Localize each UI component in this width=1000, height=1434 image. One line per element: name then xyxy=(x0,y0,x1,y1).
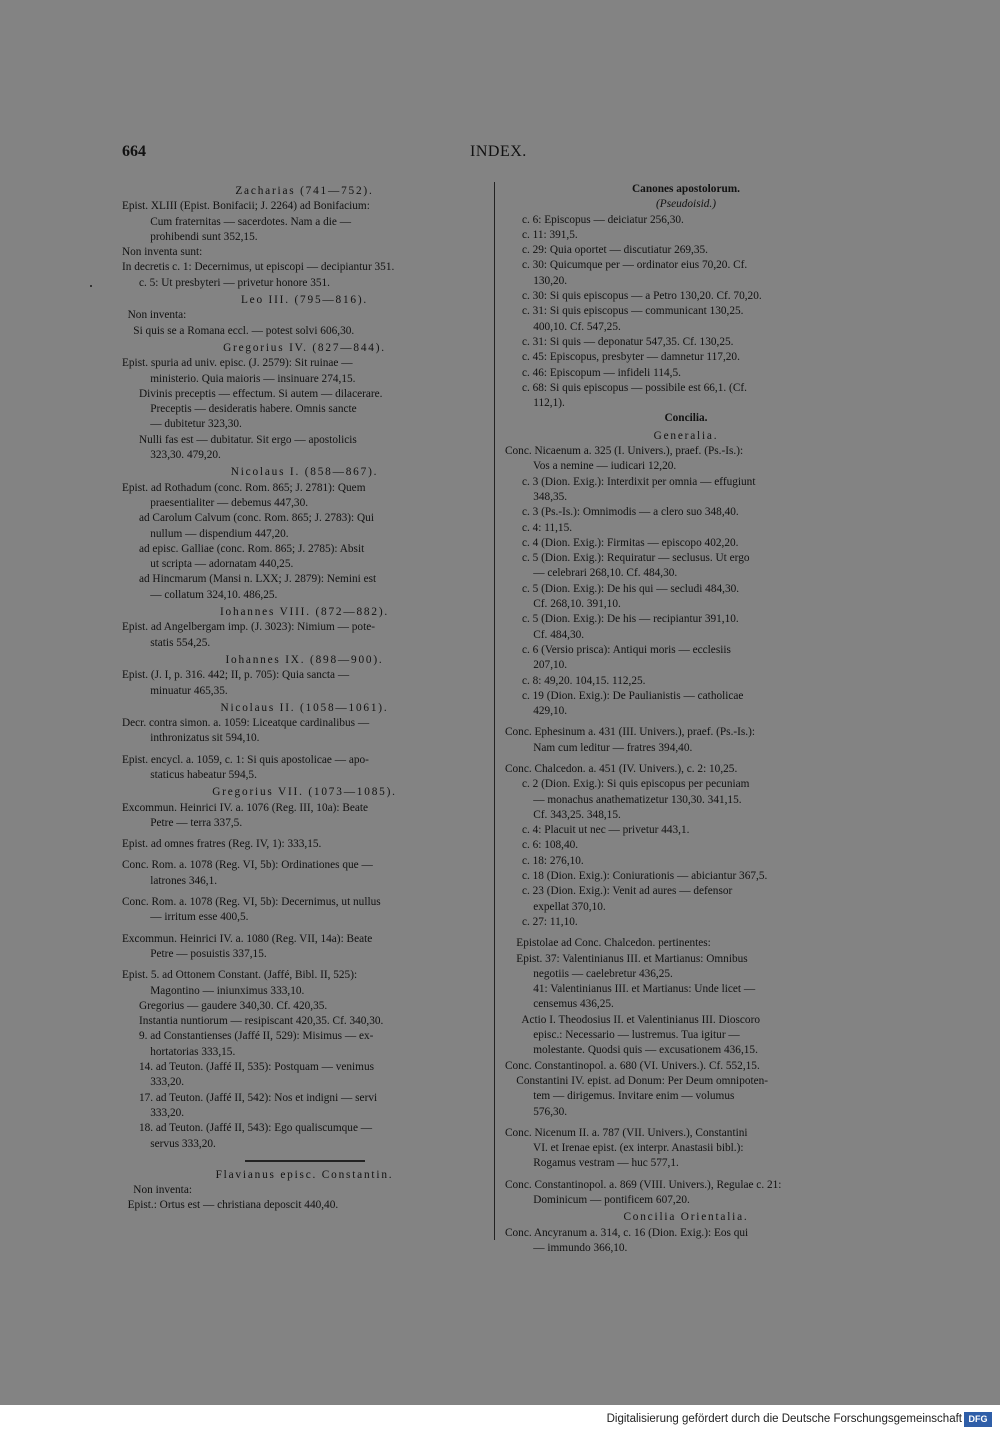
index-line: 130,20. xyxy=(505,274,568,287)
index-line: 17. ad Teuton. (Jaffé II, 542): Nos et indigni — servi xyxy=(122,1091,378,1104)
index-line: Epist. encycl. a. 1059, c. 1: Si quis apostolicae — apo- xyxy=(122,753,369,766)
index-line: ministerio. Quia maioris — insinuare 274,15. xyxy=(122,372,356,385)
index-line: c. 6: Episcopus — deiciatur 256,30. xyxy=(505,213,684,226)
index-line: c. 19 (Dion. Exig.): De Paulianistis — catholicae xyxy=(505,689,744,702)
index-line: Excommun. Heinrici IV. a. 1080 (Reg. VII, 14a): Beate xyxy=(122,932,373,945)
index-line: staticus habeatur 594,5. xyxy=(122,768,257,781)
page-number: 664 xyxy=(122,143,146,160)
index-line: molestante. Quodsi quis — excusationem 436,15. xyxy=(505,1044,758,1057)
index-line: Non inventa: xyxy=(122,1184,192,1197)
index-line: 9. ad Constantienses (Jaffé II, 529): Misimus — ex- xyxy=(122,1030,374,1043)
index-line: c. 5 (Dion. Exig.): Requiratur — seclusus. Ut ergo xyxy=(505,552,750,565)
index-line: c. 4: 11,15. xyxy=(505,521,573,534)
index-line: Nulli fas est — dubitatur. Sit ergo — apostolicis xyxy=(122,433,357,446)
section-heading: Canones apostolorum. xyxy=(632,183,740,195)
index-line: — dubitetur 323,30. xyxy=(122,418,242,431)
index-line: hortatorias 333,15. xyxy=(122,1045,236,1058)
index-line: ad Hincmarum (Mansi n. LXX; J. 2879): Nemini est xyxy=(122,573,377,586)
section-heading: Iohannes IX. (898—900). xyxy=(225,653,384,666)
section-heading: Flavianus episc. Constantin. xyxy=(215,1168,394,1181)
section-heading: (Pseudoisid.) xyxy=(656,198,716,211)
right-column xyxy=(505,182,867,1256)
index-line: Instantia nuntiorum — resipiscant 420,35. Cf. 340,30. xyxy=(122,1015,384,1028)
index-line: statis 554,25. xyxy=(122,636,211,649)
index-line: c. 4 (Dion. Exig.): Firmitas — episcopo 402,20. xyxy=(505,536,739,549)
section-heading: Generalia. xyxy=(653,429,719,442)
index-line: Nam cum leditur — fratres 394,40. xyxy=(505,741,693,754)
index-line: c. 46: Episcopum — infideli 114,5. xyxy=(505,366,681,379)
index-line: Preceptis — desideratis habere. Omnis sancte xyxy=(122,403,357,416)
index-line: 112,1). xyxy=(505,397,565,410)
index-line: Conc. Ancyranum a. 314, c. 16 (Dion. Exig.): Eos qui xyxy=(505,1226,749,1239)
index-line: Excommun. Heinrici IV. a. 1076 (Reg. III, 10a): Beate xyxy=(122,801,369,814)
index-line: 18. ad Teuton. (Jaffé II, 543): Ego qualiscumque — xyxy=(122,1122,373,1135)
index-line: servus 333,20. xyxy=(122,1137,216,1150)
index-line: censemus 436,25. xyxy=(505,998,614,1011)
index-line: Si quis se a Romana eccl. — potest solvi 606,30. xyxy=(122,324,355,337)
index-line: Cf. 268,10. 391,10. xyxy=(505,598,621,611)
index-line: 400,10. Cf. 547,25. xyxy=(505,320,621,333)
index-line: c. 45: Episcopus, presbyter — damnetur 117,20. xyxy=(505,351,740,364)
index-line: Epist. XLIII (Epist. Bonifacii; J. 2264) ad Bonifacium: xyxy=(122,200,370,213)
index-line: c. 5 (Dion. Exig.): De his — recipiantur 391,10. xyxy=(505,613,739,626)
index-line: c. 30: Si quis episcopus — a Petro 130,20. Cf. 70,20. xyxy=(505,290,762,303)
running-title: INDEX. xyxy=(470,143,527,160)
index-line: Gregorius — gaudere 340,30. Cf. 420,35. xyxy=(122,999,328,1012)
index-line: c. 8: 49,20. 104,15. 112,25. xyxy=(505,674,646,687)
index-line: Conc. Ephesinum a. 431 (III. Univers.), praef. (Ps.-Is.): xyxy=(505,726,756,739)
index-line: c. 68: Si quis episcopus — possibile est 66,1. (Cf. xyxy=(505,381,747,394)
column-divider xyxy=(494,182,495,1240)
index-line: Epist. ad Rothadum (conc. Rom. 865; J. 2781): Quem xyxy=(122,481,366,494)
index-line: Vos a nemine — iudicari 12,20. xyxy=(505,460,677,473)
index-line: Rogamus vestram — huc 577,1. xyxy=(505,1157,679,1170)
index-line: Non inventa sunt: xyxy=(122,246,203,259)
index-line: ad episc. Galliae (conc. Rom. 865; J. 2785): Absit xyxy=(122,542,365,555)
section-heading: Nicolaus II. (1058—1061). xyxy=(220,701,389,714)
index-line: — celebrari 268,10. Cf. 484,30. xyxy=(505,567,678,580)
index-line: c. 18: 276,10. xyxy=(505,854,584,867)
dfg-logo: DFG xyxy=(964,1412,992,1427)
index-line: expellat 370,10. xyxy=(505,900,606,913)
section-heading: Concilia Orientalia. xyxy=(623,1211,749,1224)
index-line: — irritum esse 400,5. xyxy=(122,911,249,924)
index-line: Cf. 343,25. 348,15. xyxy=(505,808,621,821)
index-line: Divinis preceptis — effectum. Si autem — dilacerare. xyxy=(122,387,383,400)
index-line: Petre — terra 337,5. xyxy=(122,816,243,829)
index-line: c. 29: Quia oportet — discutiatur 269,35. xyxy=(505,244,708,257)
index-line: 207,10. xyxy=(505,659,568,672)
section-heading: Leo III. (795—816). xyxy=(240,294,369,307)
index-line: ut scripta — adornatam 440,25. xyxy=(122,558,294,571)
index-line: Conc. Constantinopol. a. 680 (VI. Univers.). Cf. 552,15. xyxy=(505,1059,760,1072)
index-line: c. 30: Quicumque per — ordinator eius 70,20. Cf. xyxy=(505,259,748,272)
index-line: Dominicum — pontificem 607,20. xyxy=(505,1194,690,1206)
index-line: Petre — posuistis 337,15. xyxy=(122,947,267,960)
section-heading: Gregorius IV. (827—844). xyxy=(223,341,386,354)
index-line: 333,20. xyxy=(122,1076,185,1089)
section-heading: Iohannes VIII. (872—882). xyxy=(219,606,390,619)
index-line: praesentialiter — debemus 447,30. xyxy=(122,496,309,509)
index-line: prohibendi sunt 352,15. xyxy=(122,230,258,243)
section-heading: Nicolaus I. (858—867). xyxy=(230,466,379,479)
index-line: c. 31: Si quis — deponatur 547,35. Cf. 130,25. xyxy=(505,335,734,348)
index-line: — monachus anathematizetur 130,30. 341,15. xyxy=(505,793,742,806)
index-line: Epist. (J. I, p. 316. 442; II, p. 705): Quia sancta — xyxy=(122,669,350,682)
index-line: Decr. contra simon. a. 1059: Liceatque cardinalibus — xyxy=(122,717,370,730)
index-line: Epist. ad omnes fratres (Reg. IV, 1): 333,15. xyxy=(122,838,322,851)
section-heading: Concilia. xyxy=(664,412,708,425)
index-line: c. 2 (Dion. Exig.): Si quis episcopus per pecuniam xyxy=(505,778,750,791)
index-line: Non inventa: xyxy=(122,309,187,322)
index-line: Epist. spuria ad univ. episc. (J. 2579): Sit ruinae — xyxy=(122,357,353,370)
index-line: Actio I. Theodosius II. et Valentinianus III. Dioscoro xyxy=(505,1013,760,1026)
index-line: inthronizatus sit 594,10. xyxy=(122,732,260,745)
index-line: negotiis — caelebretur 436,25. xyxy=(505,967,673,980)
index-line: c. 23 (Dion. Exig.): Venit ad aures — defensor xyxy=(505,885,733,898)
index-line: minuatur 465,35. xyxy=(122,684,228,697)
section-heading: Zacharias (741—752). xyxy=(235,185,374,197)
footer-bar xyxy=(0,1405,1000,1434)
index-line: Epist. 5. ad Ottonem Constant. (Jaffé, Bibl. II, 525): xyxy=(122,969,358,982)
index-line: Conc. Rom. a. 1078 (Reg. VI, 5b): Ordinationes que — xyxy=(122,859,373,872)
index-line: nullum — dispendium 447,20. xyxy=(122,527,289,540)
index-line: 41: Valentinianus III. et Martianus: Unde licet — xyxy=(505,983,756,996)
index-line: tem — dirigemus. Invitare enim — volumus xyxy=(505,1090,735,1103)
index-line: latrones 346,1. xyxy=(122,874,218,887)
index-line: Constantini IV. epist. ad Donum: Per Deum omnipoten- xyxy=(505,1074,769,1087)
index-line: Epistolae ad Conc. Chalcedon. pertinentes: xyxy=(505,937,711,950)
index-line: Epist. 37: Valentinianus III. et Martianus: Omnibus xyxy=(505,952,748,965)
section-heading: Gregorius VII. (1073—1085). xyxy=(212,786,397,799)
index-line: Cum fraternitas — sacerdotes. Nam a die — xyxy=(122,215,352,228)
index-line: c. 6 (Versio prisca): Antiqui moris — ecclesiis xyxy=(505,643,731,656)
index-line: 323,30. 479,20. xyxy=(122,449,221,462)
index-line: c. 5: Ut presbyteri — privetur honore 351. xyxy=(122,276,331,289)
index-line: Magontino — iniunximus 333,10. xyxy=(122,984,305,997)
index-line: — collatum 324,10. 486,25. xyxy=(122,588,278,601)
index-line: 429,10. xyxy=(505,705,568,718)
index-line: 14. ad Teuton. (Jaffé II, 535): Postquam — venimus xyxy=(122,1061,374,1074)
index-line: Epist. ad Angelbergam imp. (J. 3023): Nimium — pote- xyxy=(122,621,375,634)
index-line: Conc. Nicaenum a. 325 (I. Univers.), praef. (Ps.-Is.): xyxy=(505,445,744,458)
index-line: c. 5 (Dion. Exig.): De his qui — secludi 484,30. xyxy=(505,582,740,595)
index-line: c. 27: 11,10. xyxy=(505,915,578,928)
index-line: Conc. Constantinopol. a. 869 (VIII. Univers.), Regulae c. 21: xyxy=(505,1178,782,1191)
index-line: c. 3 (Ps.-Is.): Omnimodis — a clero suo 348,40. xyxy=(505,506,739,519)
index-line: 333,20. xyxy=(122,1106,185,1119)
index-line: Conc. Chalcedon. a. 451 (IV. Univers.), c. 2: 10,25. xyxy=(505,762,738,775)
index-line: c. 31: Si quis episcopus — communicant 130,25. xyxy=(505,305,744,318)
index-line: ad Carolum Calvum (conc. Rom. 865; J. 2783): Qui xyxy=(122,512,374,525)
index-line: Epist.: Ortus est — christiana deposcit 440,40. xyxy=(122,1199,339,1212)
index-line: c. 6: 108,40. xyxy=(505,839,579,852)
index-line: episc.: Necessario — lustremus. Tua igitur — xyxy=(505,1029,740,1042)
index-line: 576,30. xyxy=(505,1105,568,1118)
footer-credit: Digitalisierung gefördert durch die Deutsche Forschungsgemeinschaft xyxy=(606,1413,962,1425)
section-rule xyxy=(245,1160,365,1162)
index-line: c. 3 (Dion. Exig.): Interdixit per omnia — effugiunt xyxy=(505,475,756,488)
index-line: Cf. 484,30. xyxy=(505,628,585,641)
index-line: — immundo 366,10. xyxy=(505,1241,628,1254)
index-line: In decretis c. 1: Decernimus, ut episcopi — decipiantur 351. xyxy=(122,261,395,274)
index-line: c. 11: 391,5. xyxy=(505,228,578,241)
index-line: Conc. Nicenum II. a. 787 (VII. Univers.), Constantini xyxy=(505,1126,748,1139)
index-line: c. 4: Placuit ut nec — privetur 443,1. xyxy=(505,824,690,837)
index-line: 348,35. xyxy=(505,490,568,503)
index-line: c. 18 (Dion. Exig.): Coniurationis — abiciantur 367,5. xyxy=(505,870,768,883)
index-line: VI. et Irenae epist. (ex interpr. Anastasii bibl.): xyxy=(505,1142,744,1155)
scan-speck xyxy=(90,285,92,287)
left-column xyxy=(122,182,487,1214)
index-line: Conc. Rom. a. 1078 (Reg. VI, 5b): Decernimus, ut nullus xyxy=(122,896,381,909)
